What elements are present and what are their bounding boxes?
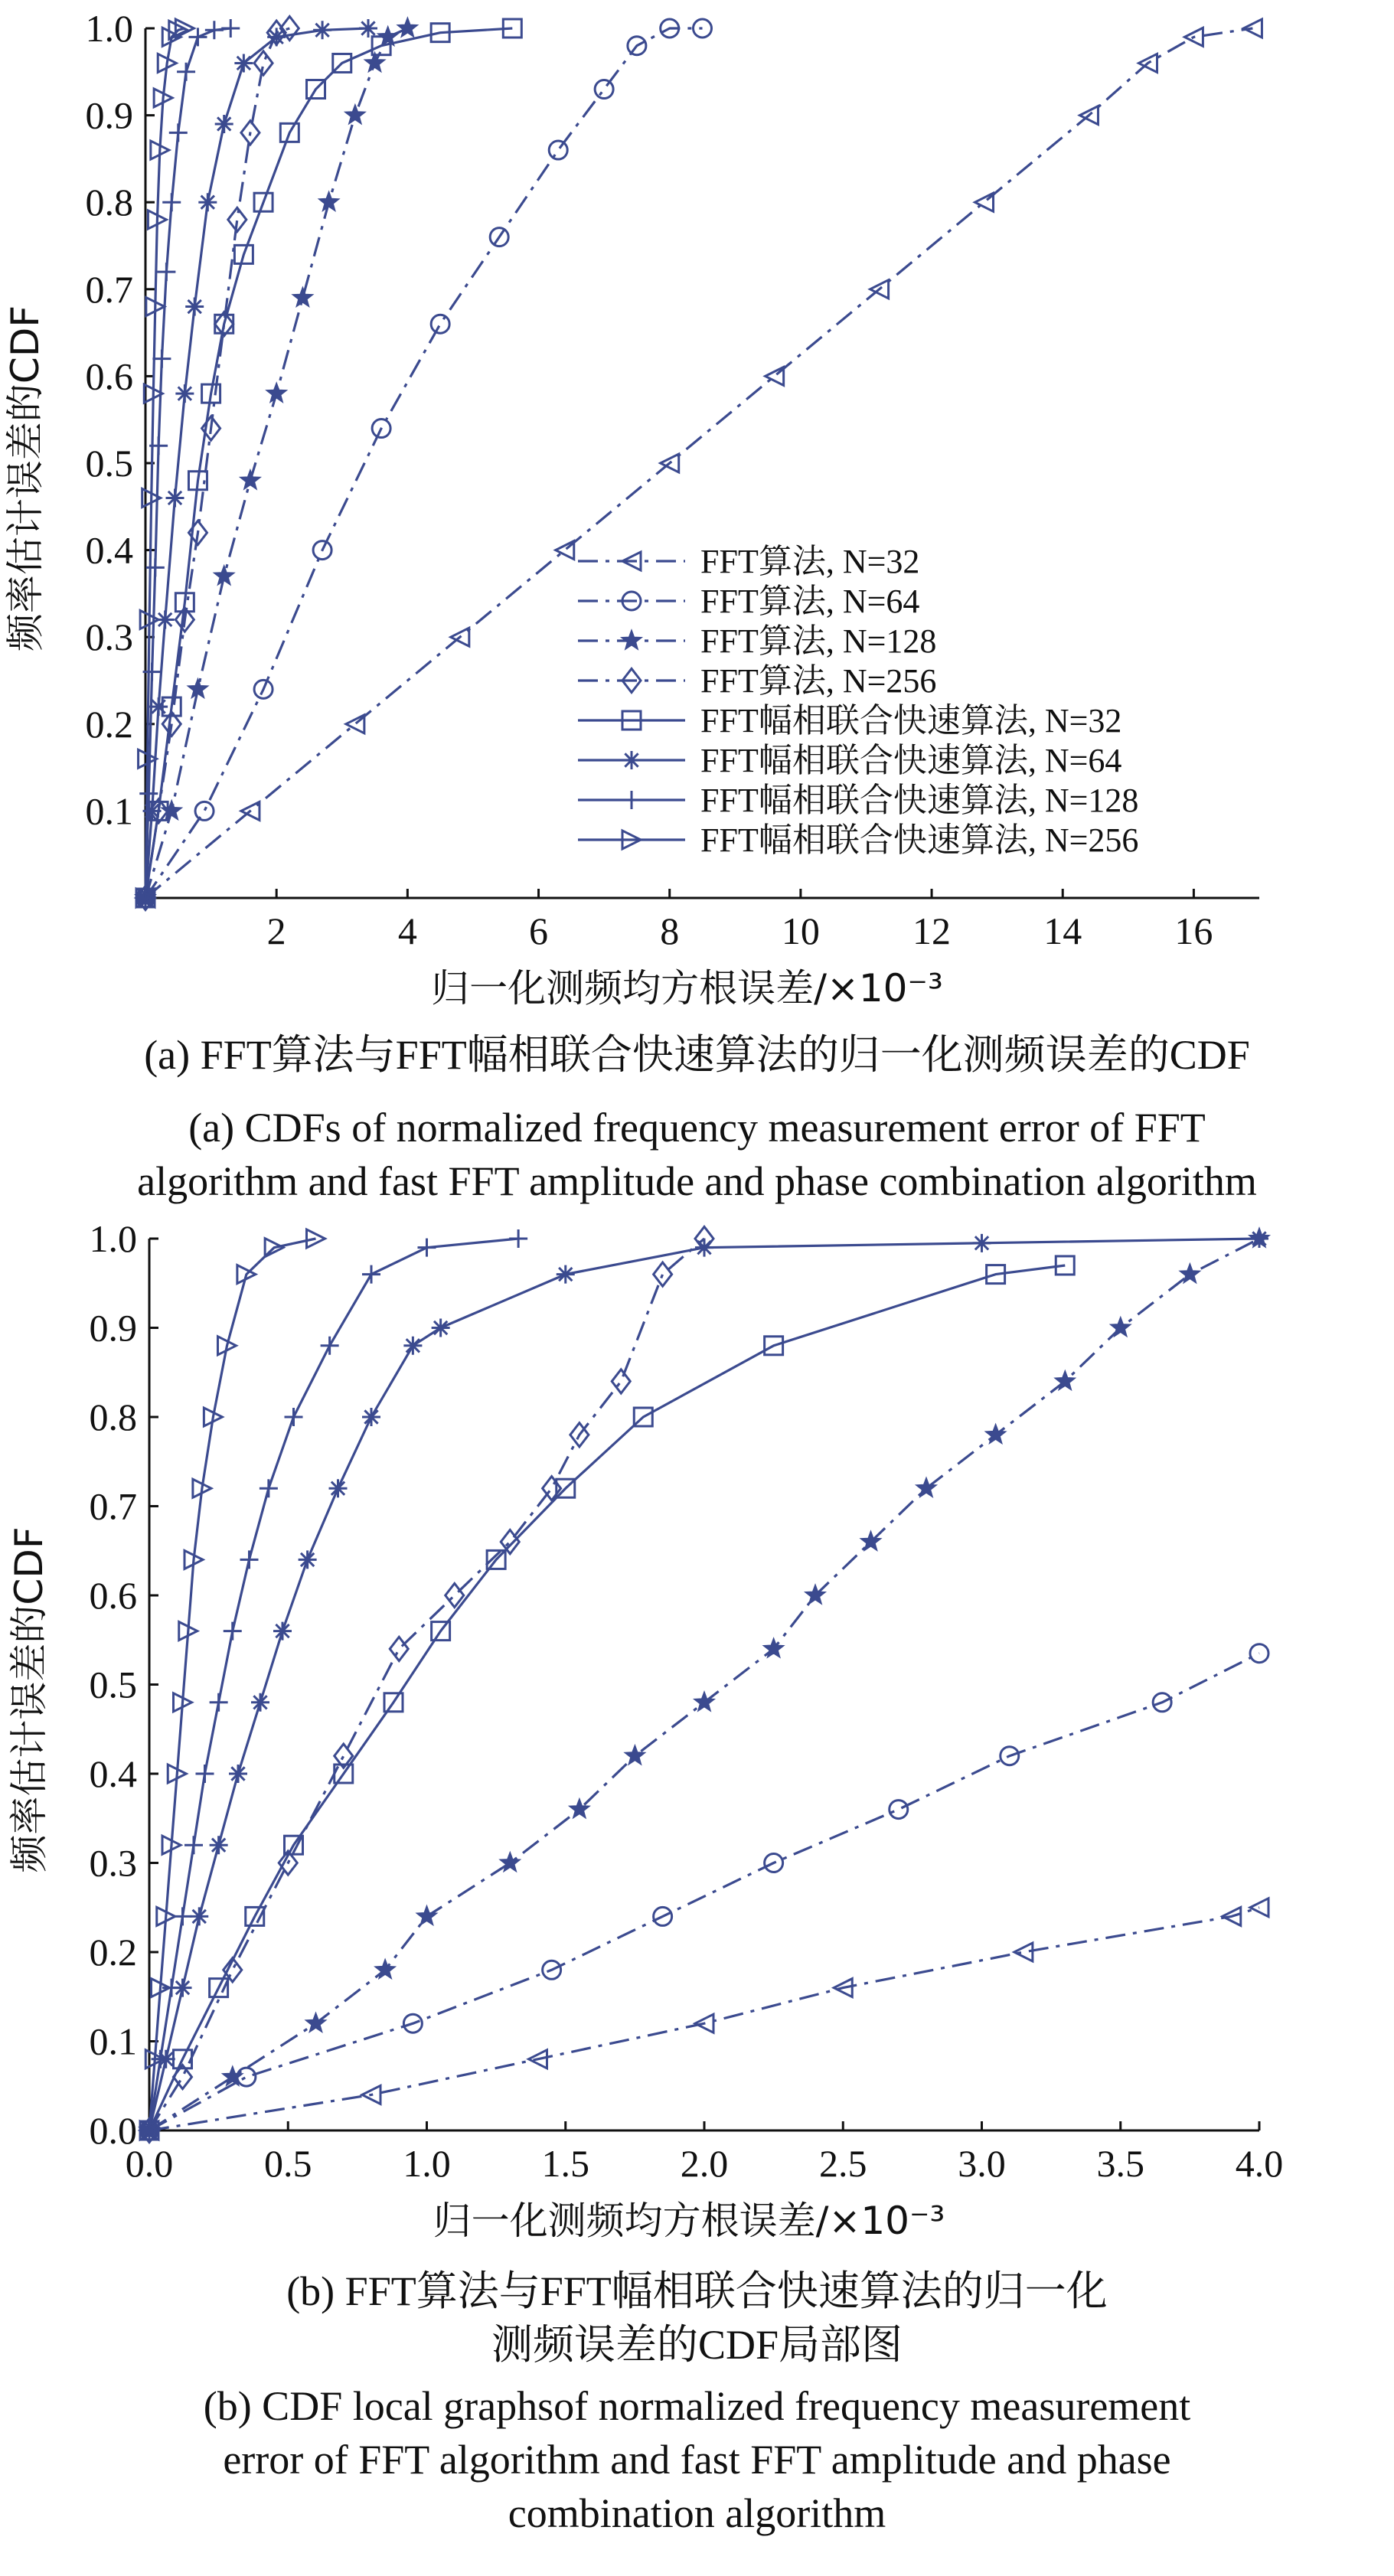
data-point (205, 21, 224, 39)
legend-label: FFT幅相联合快速算法, N=128 (700, 782, 1139, 819)
x-tick-label: 2.5 (819, 2142, 867, 2185)
data-point (139, 785, 158, 803)
x-tick-label: 8 (660, 909, 680, 952)
series-6 (136, 19, 377, 907)
y-tick-label: 0.3 (89, 1841, 137, 1885)
data-point (166, 488, 184, 507)
legend-item-4 (578, 662, 936, 700)
y-tick-label: 0.2 (85, 702, 133, 746)
data-point (432, 1319, 450, 1337)
chart-panel-b (7, 1217, 1283, 2243)
data-point (321, 1337, 339, 1355)
x-tick-label: 1.0 (403, 2142, 451, 2185)
x-axis-title: 归一化测频均方根误差/×10⁻³ (431, 966, 943, 1010)
legend-label: FFT幅相联合快速算法, N=256 (700, 821, 1139, 859)
series-1 (140, 1899, 1268, 2140)
caption-b-cn-line1: (b) FFT算法与FFT幅相联合快速算法的归一化 (286, 2268, 1108, 2314)
legend-item-8 (578, 821, 1138, 859)
data-point (344, 104, 365, 124)
series-6 (140, 1229, 1268, 2140)
x-tick-label: 2.0 (680, 2142, 729, 2185)
data-point (214, 565, 234, 585)
y-tick-label: 0.4 (89, 1752, 137, 1795)
x-axis-title: 归一化测频均方根误差/×10⁻³ (433, 2199, 945, 2243)
data-point (362, 1408, 380, 1426)
data-point (329, 1479, 348, 1497)
legend-label: FFT幅相联合快速算法, N=32 (700, 702, 1122, 739)
data-point (251, 1693, 269, 1712)
data-point (221, 19, 240, 38)
series-line (145, 28, 368, 898)
legend-marker (622, 751, 641, 769)
data-point (612, 1370, 630, 1393)
data-point (654, 1262, 672, 1286)
x-tick-label: 3.0 (958, 2142, 1006, 2185)
data-point (215, 115, 233, 133)
data-point (431, 315, 449, 333)
y-tick-label: 0.5 (85, 442, 133, 485)
series-5 (140, 1256, 1074, 2140)
caption-b-en-line3: combination algorithm (508, 2490, 886, 2536)
legend-marker (621, 630, 642, 650)
series-4 (140, 1226, 713, 2142)
legend-label: FFT算法, N=64 (700, 583, 920, 620)
x-tick-label: 1.5 (541, 2142, 589, 2185)
data-point (397, 18, 418, 38)
data-point (985, 1424, 1006, 1444)
y-axis-title: 频率估计误差的CDF (7, 1526, 51, 1873)
x-tick-label: 4.0 (1235, 2142, 1284, 2185)
y-tick-label: 0.3 (85, 615, 133, 659)
series-2 (140, 1644, 1268, 2140)
series-3 (139, 1228, 1269, 2140)
data-point (196, 1765, 214, 1783)
data-point (184, 1836, 203, 1854)
data-point (403, 1337, 422, 1355)
data-point (240, 1550, 259, 1569)
y-tick-label: 0.9 (85, 93, 133, 137)
data-point (237, 2068, 256, 2086)
y-tick-label: 0.2 (89, 1931, 137, 1974)
y-tick-label: 0.0 (89, 2109, 137, 2152)
data-point (973, 1234, 991, 1252)
data-point (229, 1765, 247, 1783)
data-point (1250, 1229, 1268, 1248)
legend-label: FFT算法, N=256 (700, 662, 937, 700)
legend-item-3 (578, 622, 936, 660)
caption-a-en-line1: (a) CDFs of normalized frequency measurement error of FFT (188, 1105, 1206, 1151)
y-tick-label: 0.1 (89, 2019, 137, 2063)
series-line (145, 28, 407, 898)
data-point (890, 1801, 908, 1819)
data-point (1250, 1899, 1268, 1917)
data-point (418, 1239, 436, 1257)
x-tick-label: 0.5 (264, 2142, 312, 2185)
y-tick-label: 0.8 (89, 1396, 137, 1438)
series-5 (136, 19, 521, 907)
x-tick-label: 12 (912, 909, 952, 952)
data-point (190, 1907, 208, 1925)
data-point (267, 28, 286, 46)
y-tick-label: 0.1 (85, 789, 133, 833)
y-axis-title: 频率估计误差的CDF (3, 305, 47, 652)
data-point (285, 1408, 303, 1426)
x-tick-label: 16 (1174, 909, 1213, 952)
x-tick-label: 4 (397, 909, 417, 952)
chart-panel-a (3, 7, 1262, 1010)
data-point (260, 1479, 278, 1497)
y-tick-label: 0.7 (89, 1484, 137, 1528)
data-point (198, 193, 217, 211)
data-point (695, 1239, 713, 1257)
caption-b-en-line2: error of FFT algorithm and fast FFT amplitude and phase (223, 2437, 1171, 2483)
data-point (549, 141, 567, 159)
data-point (210, 1836, 228, 1854)
series-line (145, 28, 703, 898)
data-point (224, 1622, 242, 1641)
caption-b-cn-line2: 测频误差的CDF局部图 (491, 2322, 903, 2368)
data-point (305, 2013, 326, 2032)
data-point (313, 21, 331, 39)
data-point (557, 1265, 575, 1284)
data-point (625, 1745, 645, 1765)
legend-item-6 (578, 742, 1121, 779)
legend-item-5 (578, 702, 1121, 739)
data-point (146, 558, 165, 576)
data-point (299, 1550, 317, 1569)
data-point (210, 1693, 228, 1712)
y-tick-label: 1.0 (85, 7, 133, 50)
x-tick-label: 14 (1043, 909, 1082, 952)
y-tick-label: 0.9 (89, 1306, 137, 1350)
data-point (292, 287, 313, 307)
y-tick-label: 0.6 (85, 354, 133, 398)
caption-a-cn: (a) FFT算法与FFT幅相联合快速算法的归一化测频误差的CDF (144, 1032, 1250, 1078)
y-tick-label: 0.8 (85, 181, 133, 224)
x-tick-label: 6 (529, 909, 549, 952)
data-point (169, 123, 188, 142)
y-tick-label: 1.0 (89, 1217, 137, 1260)
data-point (318, 191, 339, 211)
y-tick-label: 0.6 (89, 1574, 137, 1617)
series-line (149, 1239, 518, 2130)
caption-a-en-line2: algorithm and fast FFT amplitude and phase combination algorithm (137, 1158, 1257, 1204)
data-point (157, 263, 175, 281)
data-point (254, 51, 273, 75)
data-point (234, 54, 253, 72)
data-point (359, 19, 377, 38)
data-point (188, 678, 208, 698)
legend-label: FFT幅相联合快速算法, N=64 (700, 742, 1122, 779)
series-line (149, 1239, 704, 2130)
series-line (149, 1654, 1259, 2130)
x-tick-label: 3.5 (1096, 2142, 1144, 2185)
legend-item-7 (578, 782, 1138, 819)
data-point (240, 469, 260, 489)
series-line (145, 28, 512, 898)
x-tick-label: 2 (266, 909, 286, 952)
caption-b-en-line1: (b) CDF local graphsof normalized frequency measurement (203, 2383, 1191, 2429)
data-point (195, 802, 214, 820)
data-point (390, 1637, 408, 1660)
data-point (362, 1265, 380, 1284)
x-tick-label: 0.0 (125, 2142, 174, 2185)
x-tick-label: 10 (781, 909, 820, 952)
data-point (595, 80, 613, 99)
series-8 (140, 1229, 325, 2140)
y-tick-label: 0.5 (89, 1663, 137, 1706)
data-point (509, 1229, 527, 1248)
series-7 (140, 1229, 527, 2140)
legend-item-1 (578, 543, 919, 580)
legend-item-2 (578, 583, 919, 620)
legend-marker (622, 791, 641, 809)
data-point (162, 193, 181, 211)
data-point (177, 63, 195, 81)
data-point (185, 298, 204, 316)
data-point (694, 1691, 714, 1711)
data-point (416, 1905, 437, 1925)
legend-label: FFT算法, N=128 (700, 622, 937, 660)
y-tick-label: 0.7 (85, 267, 133, 311)
series-line (149, 1265, 1065, 2130)
y-tick-label: 0.4 (85, 528, 133, 572)
series-2 (136, 19, 712, 907)
legend (578, 543, 1138, 859)
data-point (273, 1622, 292, 1641)
data-point (266, 383, 287, 403)
legend-label: FFT算法, N=32 (700, 543, 920, 580)
data-point (175, 384, 194, 403)
series-line (149, 1239, 316, 2130)
